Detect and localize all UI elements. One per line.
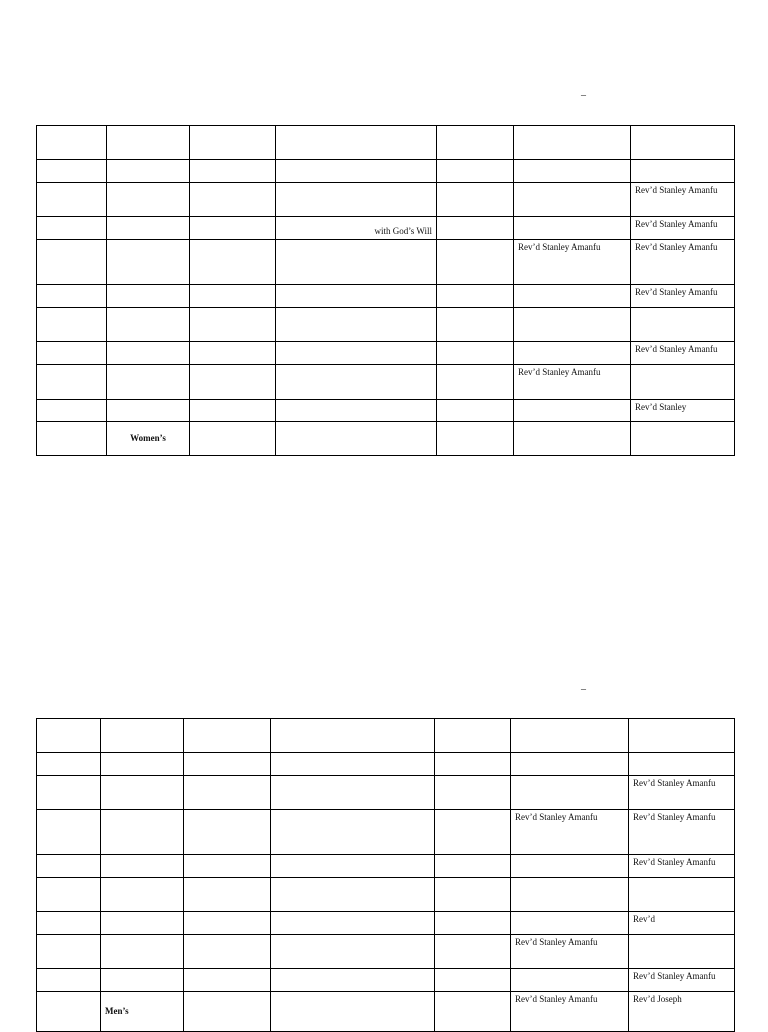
table-cell	[437, 400, 514, 422]
table-cell: Rev’d Stanley Amanfu	[511, 992, 629, 1032]
table-cell	[511, 719, 629, 753]
table-row	[37, 878, 735, 912]
table-cell	[101, 935, 184, 969]
table-cell	[276, 342, 437, 365]
table-cell	[190, 422, 276, 456]
table-cell	[629, 935, 735, 969]
table-cell	[37, 285, 107, 308]
table-cell	[511, 969, 629, 992]
table-cell	[437, 365, 514, 400]
table-cell	[514, 126, 631, 160]
section2-dash: –	[581, 684, 586, 695]
table-row	[37, 855, 735, 878]
table-cell	[437, 183, 514, 217]
table-cell	[37, 855, 101, 878]
table-cell	[437, 160, 514, 183]
table-cell	[190, 240, 276, 285]
table-cell	[184, 992, 271, 1032]
table-cell	[514, 422, 631, 456]
table-cell	[37, 992, 101, 1032]
table-cell	[37, 753, 101, 776]
table-cell	[37, 400, 107, 422]
table-cell	[107, 217, 190, 240]
table-cell	[107, 308, 190, 342]
table-cell	[435, 753, 511, 776]
table-cell	[37, 776, 101, 810]
table-cell	[37, 308, 107, 342]
table-cell	[437, 126, 514, 160]
table-cell	[107, 183, 190, 217]
table-cell: Rev’d Stanley Amanfu	[514, 365, 631, 400]
table-cell	[190, 400, 276, 422]
table-row	[37, 183, 735, 217]
table-cell	[184, 878, 271, 912]
table-cell	[184, 969, 271, 992]
table-row	[37, 240, 735, 285]
section1-dash: –	[581, 90, 586, 101]
table-cell	[37, 912, 101, 935]
table-cell	[190, 308, 276, 342]
table-cell	[631, 365, 735, 400]
table-cell: Rev’d Stanley Amanfu	[631, 285, 735, 308]
table-cell	[271, 776, 435, 810]
table-cell	[184, 776, 271, 810]
schedule-table-1	[36, 125, 735, 456]
table-row	[37, 969, 735, 992]
table-cell: Men’s	[101, 992, 184, 1032]
table-row	[37, 422, 735, 456]
table-row	[37, 719, 735, 753]
table-cell	[190, 285, 276, 308]
table-row	[37, 753, 735, 776]
table-cell	[435, 776, 511, 810]
table-cell	[101, 912, 184, 935]
table-cell	[184, 810, 271, 855]
table-row	[37, 935, 735, 969]
table-cell	[190, 342, 276, 365]
table-row	[37, 217, 735, 240]
table-cell: with God’s Will	[276, 217, 437, 240]
table-cell	[514, 285, 631, 308]
table-cell	[511, 776, 629, 810]
table-cell	[190, 365, 276, 400]
table-cell	[101, 969, 184, 992]
table-cell	[435, 912, 511, 935]
table-cell	[514, 160, 631, 183]
table-cell	[107, 126, 190, 160]
table-cell	[631, 160, 735, 183]
table-cell: Rev’d Stanley Amanfu	[629, 969, 735, 992]
table-cell	[276, 183, 437, 217]
table-row	[37, 992, 735, 1032]
table-cell	[37, 240, 107, 285]
table-cell	[276, 308, 437, 342]
table-cell	[631, 308, 735, 342]
table-cell	[37, 160, 107, 183]
table-cell	[37, 365, 107, 400]
table-cell	[190, 217, 276, 240]
table-cell	[37, 935, 101, 969]
table-cell	[437, 217, 514, 240]
table-cell	[101, 719, 184, 753]
table-cell	[276, 365, 437, 400]
table-cell	[629, 719, 735, 753]
table-cell: Women’s	[107, 422, 190, 456]
table-cell: Rev’d Stanley Amanfu	[514, 240, 631, 285]
table-cell	[435, 810, 511, 855]
table-row	[37, 365, 735, 400]
table-row	[37, 776, 735, 810]
table-row	[37, 400, 735, 422]
table-cell	[37, 342, 107, 365]
table-cell	[631, 422, 735, 456]
table-cell: Rev’d Joseph	[629, 992, 735, 1032]
table-cell	[631, 126, 735, 160]
schedule-table-2	[36, 718, 735, 1032]
table-cell	[107, 285, 190, 308]
table-cell	[435, 719, 511, 753]
table-cell	[435, 855, 511, 878]
table-cell	[437, 422, 514, 456]
table-cell	[107, 365, 190, 400]
table-cell	[101, 776, 184, 810]
table-cell	[514, 183, 631, 217]
table-cell	[37, 878, 101, 912]
table-cell	[37, 719, 101, 753]
table-cell	[629, 753, 735, 776]
table-row	[37, 126, 735, 160]
table-cell: Rev’d Stanley Amanfu	[631, 240, 735, 285]
table-cell	[271, 992, 435, 1032]
table-cell	[629, 878, 735, 912]
table-cell	[435, 992, 511, 1032]
table-cell	[37, 183, 107, 217]
table-cell	[437, 240, 514, 285]
table-row	[37, 285, 735, 308]
table-cell	[37, 969, 101, 992]
table-cell	[101, 753, 184, 776]
table-cell	[271, 855, 435, 878]
table-cell	[271, 878, 435, 912]
table-row	[37, 810, 735, 855]
table-cell	[184, 912, 271, 935]
table-cell	[276, 285, 437, 308]
table-cell	[435, 878, 511, 912]
table-cell	[190, 126, 276, 160]
table-cell: Rev’d Stanley Amanfu	[629, 810, 735, 855]
table-cell	[511, 912, 629, 935]
table-cell	[271, 935, 435, 969]
table-cell	[271, 912, 435, 935]
table-cell	[190, 183, 276, 217]
table-cell	[435, 935, 511, 969]
table-cell: Rev’d Stanley Amanfu	[631, 217, 735, 240]
table-cell	[276, 400, 437, 422]
table-cell	[435, 969, 511, 992]
table-cell: Rev’d Stanley Amanfu	[511, 810, 629, 855]
table-cell	[184, 935, 271, 969]
table-cell	[271, 969, 435, 992]
table-cell	[271, 810, 435, 855]
table-cell	[107, 160, 190, 183]
table-cell	[190, 160, 276, 183]
table-cell	[437, 342, 514, 365]
table-cell	[276, 240, 437, 285]
table-cell	[437, 308, 514, 342]
table-cell	[37, 126, 107, 160]
table-cell	[271, 753, 435, 776]
table-cell	[514, 342, 631, 365]
table-cell	[107, 240, 190, 285]
table-cell	[101, 810, 184, 855]
table-cell	[37, 810, 101, 855]
table-row	[37, 308, 735, 342]
table-cell	[184, 855, 271, 878]
table-cell	[437, 285, 514, 308]
table-cell	[37, 422, 107, 456]
table-cell	[511, 753, 629, 776]
table-cell: Rev’d Stanley Amanfu	[629, 855, 735, 878]
table-cell	[276, 126, 437, 160]
table-cell	[514, 308, 631, 342]
table-cell: Rev’d Stanley Amanfu	[511, 935, 629, 969]
table-cell	[514, 217, 631, 240]
table-cell	[37, 217, 107, 240]
table-cell	[511, 855, 629, 878]
table-cell: Rev’d Stanley Amanfu	[631, 342, 735, 365]
table-row	[37, 160, 735, 183]
table-cell: Rev’d Stanley Amanfu	[629, 776, 735, 810]
table-cell	[101, 855, 184, 878]
table-cell	[101, 878, 184, 912]
table-cell	[511, 878, 629, 912]
table-cell	[184, 719, 271, 753]
table-row	[37, 342, 735, 365]
table-row	[37, 912, 735, 935]
table-cell	[276, 422, 437, 456]
table-cell	[107, 400, 190, 422]
table-cell	[514, 400, 631, 422]
table-cell	[271, 719, 435, 753]
table-cell: Rev’d Stanley	[631, 400, 735, 422]
table-cell	[276, 160, 437, 183]
table-cell	[184, 753, 271, 776]
table-cell: Rev’d	[629, 912, 735, 935]
table-cell: Rev’d Stanley Amanfu	[631, 183, 735, 217]
table-cell	[107, 342, 190, 365]
